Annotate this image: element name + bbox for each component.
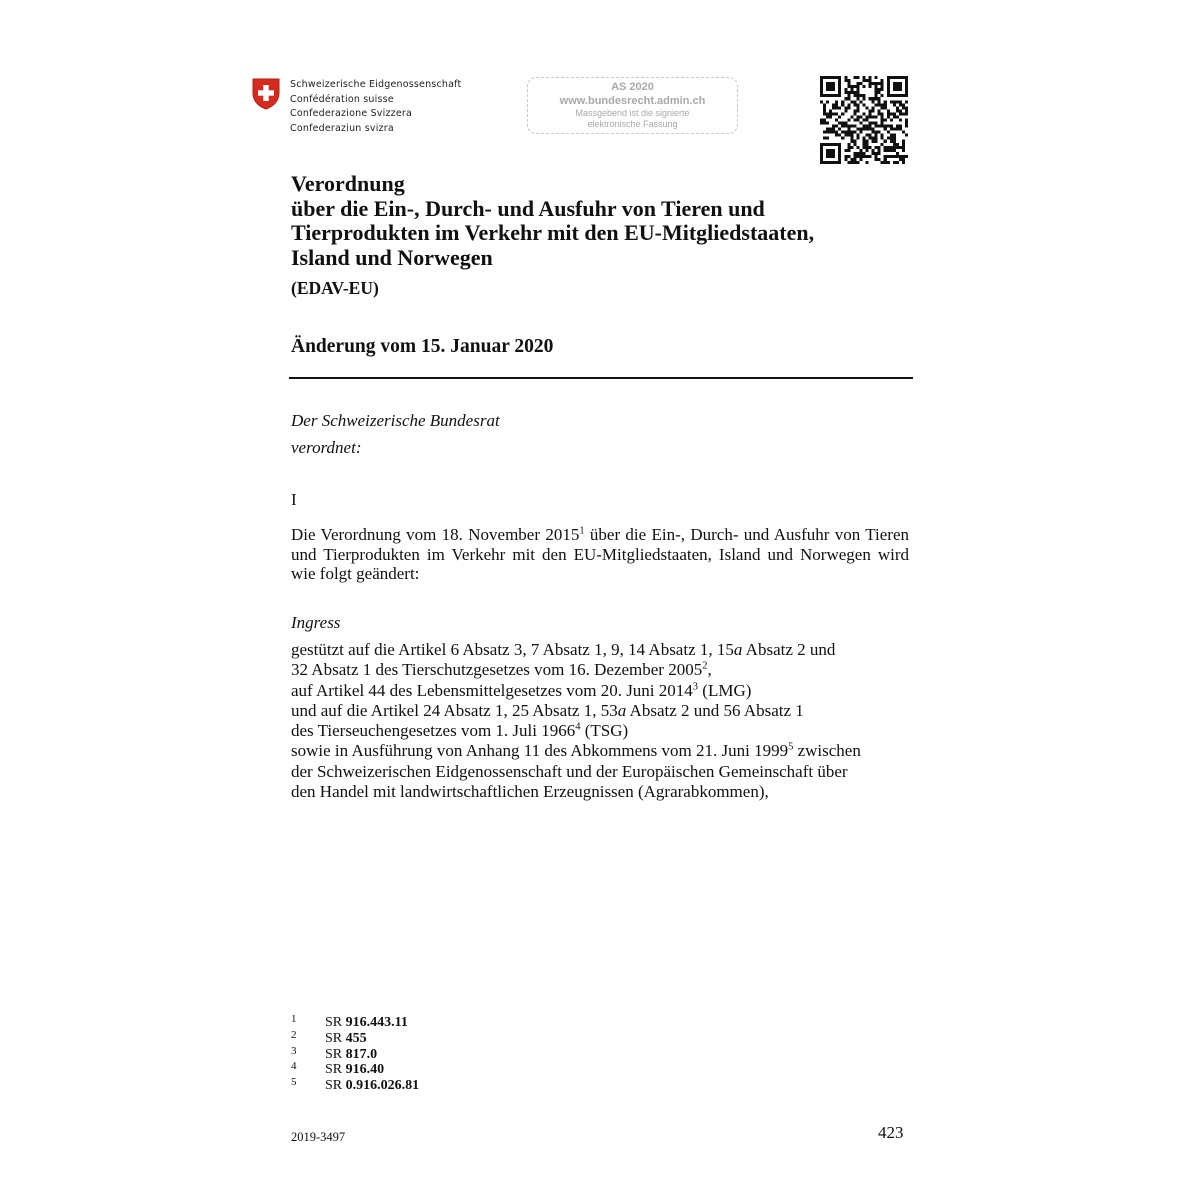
footnote-prefix: SR xyxy=(325,1030,346,1046)
footnote-prefix: SR xyxy=(325,1046,346,1062)
footnote-item xyxy=(291,1078,419,1094)
title-line: Verordnung xyxy=(291,171,405,196)
ingress-line: der Schweizerischen Eidgenossenschaft und der Europäischen Gemeinschaft über xyxy=(291,761,848,781)
footnote-number: 4 xyxy=(291,1060,297,1073)
paragraph-text: über die Ein-, Durch- und Ausfuhr von Tieren und Tierprodukten im Verkehr mit den EU-Mitgliedstaaten, Island und Norwegen wird wie folgt geändert: xyxy=(291,525,909,583)
text: des Tierseuchengesetzes vom 1. Juli 1966 xyxy=(291,721,576,741)
ingress-line xyxy=(291,721,921,741)
footnote-ref[interactable]: 1 xyxy=(579,525,585,537)
qr-modules xyxy=(820,76,908,164)
admin-name-it: Confederazione Svizzera xyxy=(290,108,413,120)
title-line: Tierprodukten im Verkehr mit den EU-Mitgliedstaaten, xyxy=(291,220,815,245)
qr-code-icon xyxy=(820,76,908,164)
title-abbreviation: (EDAV-EU) xyxy=(291,278,379,298)
text: gestützt auf die Artikel 6 Absatz 3, 7 Absatz 1, 9, 14 Absatz 1, 15 xyxy=(291,640,734,659)
amendment-date: Änderung vom 15. Januar 2020 xyxy=(291,336,554,357)
footnote-number: 5 xyxy=(291,1076,297,1089)
footnote-sr-link[interactable]: 0.916.026.81 xyxy=(345,1078,420,1094)
footnote-sr-link[interactable]: 817.0 xyxy=(345,1046,378,1062)
text: 32 Absatz 1 des Tierschutzgesetzes vom 16. Dezember 2005 xyxy=(291,660,703,680)
footnote-prefix: SR xyxy=(325,1078,346,1094)
page-number: 423 xyxy=(878,1123,904,1142)
footnote-ref[interactable]: 4 xyxy=(575,721,581,733)
administration-names xyxy=(290,78,461,136)
footnotes xyxy=(291,1015,419,1094)
title-line: Island und Norwegen xyxy=(291,244,493,270)
preamble-verb: verordnet: xyxy=(291,438,362,457)
footnote-prefix: SR xyxy=(325,1015,346,1030)
text: (TSG) xyxy=(580,721,629,741)
stamp-url[interactable]: www.bundesrecht.admin.ch xyxy=(559,95,706,107)
document-title xyxy=(291,172,814,270)
ingress-line xyxy=(291,741,921,761)
official-publication-stamp xyxy=(527,77,738,134)
admin-name-rm: Confederaziun svizra xyxy=(290,122,394,134)
preamble xyxy=(291,407,500,461)
preamble-issuer: Der Schweizerische Bundesrat xyxy=(291,411,500,430)
text: und auf die Artikel 24 Absatz 1, 25 Absatz 1, 53 xyxy=(291,700,618,720)
text: sowie in Ausführung von Anhang 11 des Abkommens vom 21. Juni 1999 xyxy=(291,741,789,761)
title-line: über die Ein-, Durch- und Ausfuhr von Tieren und xyxy=(291,195,765,221)
ingress-line: den Handel mit landwirtschaftlichen Erzeugnissen (Agrarabkommen), xyxy=(291,782,769,802)
footnote-ref[interactable]: 5 xyxy=(788,741,794,753)
ingress-text xyxy=(291,640,921,802)
footnote-ref[interactable]: 2 xyxy=(702,660,708,672)
admin-name-de: Schweizerische Eidgenossenschaft xyxy=(290,79,462,90)
footnote-sr-link[interactable]: 916.40 xyxy=(345,1062,385,1078)
paragraph-text: Die Verordnung vom 18. November 2015 xyxy=(291,525,580,544)
footnote-number: 1 xyxy=(291,1013,297,1025)
text-italic: a xyxy=(733,640,743,659)
stamp-note-2: elektronische Fassung xyxy=(587,119,678,129)
ingress-line xyxy=(291,640,921,660)
footnote-number: 2 xyxy=(291,1028,297,1041)
document-id: 2019-3497 xyxy=(291,1130,346,1144)
admin-name-fr: Confédération suisse xyxy=(290,93,394,105)
stamp-collection: AS 2020 xyxy=(611,81,654,93)
text: (LMG) xyxy=(698,680,752,700)
ingress-line xyxy=(291,681,921,701)
title-divider xyxy=(289,377,913,379)
section-number: I xyxy=(291,490,297,509)
text: auf Artikel 44 des Lebensmittelgesetzes vom 20. Juni 2014 xyxy=(291,680,693,700)
swiss-coat-of-arms-icon xyxy=(252,78,280,110)
text: Absatz 2 und 56 Absatz 1 xyxy=(626,700,804,720)
ingress-line xyxy=(291,660,921,680)
footnote-number: 3 xyxy=(291,1044,297,1057)
footnote-sr-link[interactable]: 916.443.11 xyxy=(345,1015,408,1030)
amendment-paragraph xyxy=(291,525,909,584)
footnote-sr-link[interactable]: 455 xyxy=(345,1030,367,1046)
footnote-prefix: SR xyxy=(325,1062,346,1078)
text: zwischen xyxy=(793,741,861,761)
text: , xyxy=(707,660,712,680)
footnote-ref[interactable]: 3 xyxy=(692,680,699,692)
text: Absatz 2 und xyxy=(742,640,836,659)
stamp-note-1: Massgebend ist die signierte xyxy=(575,108,690,118)
ingress-line xyxy=(291,701,921,721)
text-italic: a xyxy=(617,700,627,720)
ingress-heading: Ingress xyxy=(291,613,341,632)
